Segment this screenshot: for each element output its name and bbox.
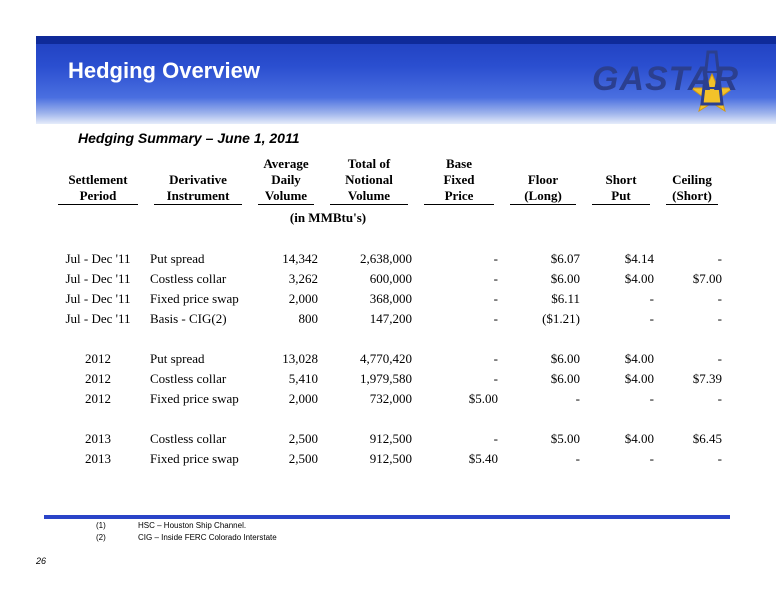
table-cell: 3,262 bbox=[288, 271, 318, 286]
table-row bbox=[50, 309, 726, 329]
table-cell: Jul - Dec '11 bbox=[65, 251, 131, 266]
hedging-table bbox=[50, 156, 726, 469]
table-cell: $5.00 bbox=[468, 391, 498, 406]
column-header-line: Volume bbox=[258, 188, 314, 205]
table-cell: - bbox=[493, 371, 498, 386]
column-header bbox=[584, 156, 658, 205]
table-cell: $6.00 bbox=[550, 351, 580, 366]
column-header bbox=[416, 156, 502, 205]
table-cell: - bbox=[649, 391, 654, 406]
column-header-line: Price bbox=[424, 188, 494, 205]
table-cell: - bbox=[493, 431, 498, 446]
table-cell: 2,500 bbox=[288, 431, 318, 446]
table-cell: - bbox=[575, 451, 580, 466]
column-header-line: Short bbox=[605, 172, 637, 187]
table-cell: 1,979,580 bbox=[360, 371, 412, 386]
table-cell: 2,638,000 bbox=[360, 251, 412, 266]
unit-note: (in MMBtu's) bbox=[289, 210, 367, 225]
column-header-line: (Long) bbox=[510, 188, 576, 205]
table-row bbox=[50, 269, 726, 289]
table-cell: $7.39 bbox=[692, 371, 722, 386]
table-cell: - bbox=[717, 291, 722, 306]
table-cell: - bbox=[575, 391, 580, 406]
column-header-line: Ceiling bbox=[672, 172, 712, 187]
table-cell: 732,000 bbox=[369, 391, 412, 406]
table-cell: 368,000 bbox=[369, 291, 412, 306]
table-cell: - bbox=[717, 351, 722, 366]
column-header-line bbox=[54, 156, 142, 172]
column-header bbox=[250, 156, 322, 205]
table-cell: - bbox=[493, 351, 498, 366]
table-cell: 2012 bbox=[85, 351, 111, 366]
table-cell: $7.00 bbox=[692, 271, 722, 286]
table-cell: $6.00 bbox=[550, 371, 580, 386]
table-cell: - bbox=[493, 251, 498, 266]
column-header-line: Notional bbox=[345, 172, 393, 187]
table-cell: - bbox=[649, 451, 654, 466]
logo-text: GASTAR bbox=[592, 60, 740, 98]
table-cell: Basis - CIG(2) bbox=[150, 311, 227, 326]
table-cell: - bbox=[649, 311, 654, 326]
table-cell: - bbox=[649, 291, 654, 306]
table-cell: 147,200 bbox=[369, 311, 412, 326]
table-cell: 4,770,420 bbox=[360, 351, 412, 366]
table-cell: - bbox=[717, 251, 722, 266]
column-header-line: Put bbox=[592, 188, 650, 205]
table-cell: - bbox=[493, 291, 498, 306]
table-row bbox=[50, 369, 726, 389]
table-cell: $4.00 bbox=[624, 371, 654, 386]
page-title: Hedging Overview bbox=[68, 58, 260, 83]
table-cell: Jul - Dec '11 bbox=[65, 291, 131, 306]
footnote: (2) CIG – Inside FERC Colorado Interstate bbox=[96, 533, 277, 542]
table-cell: Jul - Dec '11 bbox=[65, 271, 131, 286]
table-cell: Costless collar bbox=[150, 271, 227, 286]
table-cell: 2013 bbox=[85, 431, 111, 446]
table-row bbox=[50, 429, 726, 449]
table-cell: Fixed price swap bbox=[150, 451, 239, 466]
footnotes bbox=[96, 520, 277, 544]
column-header-line bbox=[662, 156, 722, 172]
table-cell: $6.00 bbox=[550, 271, 580, 286]
table-cell: 800 bbox=[298, 311, 318, 326]
table-cell: Costless collar bbox=[150, 431, 227, 446]
column-header-line: Settlement bbox=[68, 172, 128, 187]
table-cell: $6.11 bbox=[551, 291, 580, 306]
table-cell: 5,410 bbox=[288, 371, 318, 386]
column-header-line: Daily bbox=[271, 172, 301, 187]
column-header-line: Base bbox=[446, 156, 472, 171]
table-header-row bbox=[50, 156, 726, 205]
table-row bbox=[50, 389, 726, 409]
column-header bbox=[658, 156, 726, 205]
table-cell: Jul - Dec '11 bbox=[65, 311, 131, 326]
table-cell: 2,500 bbox=[288, 451, 318, 466]
table-cell: 14,342 bbox=[282, 251, 318, 266]
table-row bbox=[50, 349, 726, 369]
column-header-line bbox=[506, 156, 580, 172]
column-header-line: (Short) bbox=[666, 188, 718, 205]
table-cell: - bbox=[717, 391, 722, 406]
column-header-line: Period bbox=[58, 188, 138, 205]
table-cell: $6.07 bbox=[550, 251, 580, 266]
column-header-line: Average bbox=[263, 156, 309, 171]
column-header-line: Instrument bbox=[154, 188, 242, 205]
table-cell: 2013 bbox=[85, 451, 111, 466]
column-header-line bbox=[588, 156, 654, 172]
table-cell: $4.00 bbox=[624, 431, 654, 446]
column-header-line: Volume bbox=[330, 188, 408, 205]
column-header-line: Floor bbox=[527, 172, 559, 187]
table-cell: 600,000 bbox=[369, 271, 412, 286]
table-cell: 2012 bbox=[85, 371, 111, 386]
page-number: 26 bbox=[36, 556, 47, 566]
table-cell: $5.00 bbox=[550, 431, 580, 446]
column-header-line: Total of bbox=[347, 156, 391, 171]
footnote: (1) HSC – Houston Ship Channel. bbox=[96, 521, 247, 530]
table-cell: ($1.21) bbox=[542, 311, 580, 326]
table-cell: Fixed price swap bbox=[150, 291, 239, 306]
table-cell: Put spread bbox=[150, 251, 205, 266]
column-header-line bbox=[150, 156, 246, 172]
table-cell: - bbox=[717, 311, 722, 326]
footer-rule bbox=[44, 515, 730, 519]
table-cell: $4.14 bbox=[624, 251, 654, 266]
column-header-line: Derivative bbox=[169, 172, 227, 187]
table-cell: Put spread bbox=[150, 351, 205, 366]
table-cell: $5.40 bbox=[468, 451, 498, 466]
table-cell: 13,028 bbox=[282, 351, 318, 366]
column-header bbox=[146, 156, 250, 205]
table-cell: $4.00 bbox=[624, 271, 654, 286]
table-cell: - bbox=[717, 451, 722, 466]
column-header bbox=[502, 156, 584, 205]
table-cell: $6.45 bbox=[692, 431, 722, 446]
table-cell: 912,500 bbox=[369, 451, 412, 466]
column-header bbox=[50, 156, 146, 205]
table-cell: Costless collar bbox=[150, 371, 227, 386]
column-header-line: Fixed bbox=[443, 172, 475, 187]
table-cell: Fixed price swap bbox=[150, 391, 239, 406]
header-stripe bbox=[36, 36, 776, 44]
table-row bbox=[50, 249, 726, 269]
table-cell: 2,000 bbox=[288, 391, 318, 406]
table-row bbox=[50, 449, 726, 469]
table-subtitle: Hedging Summary – June 1, 2011 bbox=[78, 130, 300, 146]
table-cell: 2,000 bbox=[288, 291, 318, 306]
table-cell: - bbox=[493, 271, 498, 286]
table-row bbox=[50, 289, 726, 309]
table-cell: - bbox=[493, 311, 498, 326]
table-cell: $4.00 bbox=[624, 351, 654, 366]
table-cell: 912,500 bbox=[369, 431, 412, 446]
table-cell: 2012 bbox=[85, 391, 111, 406]
column-header bbox=[322, 156, 416, 205]
